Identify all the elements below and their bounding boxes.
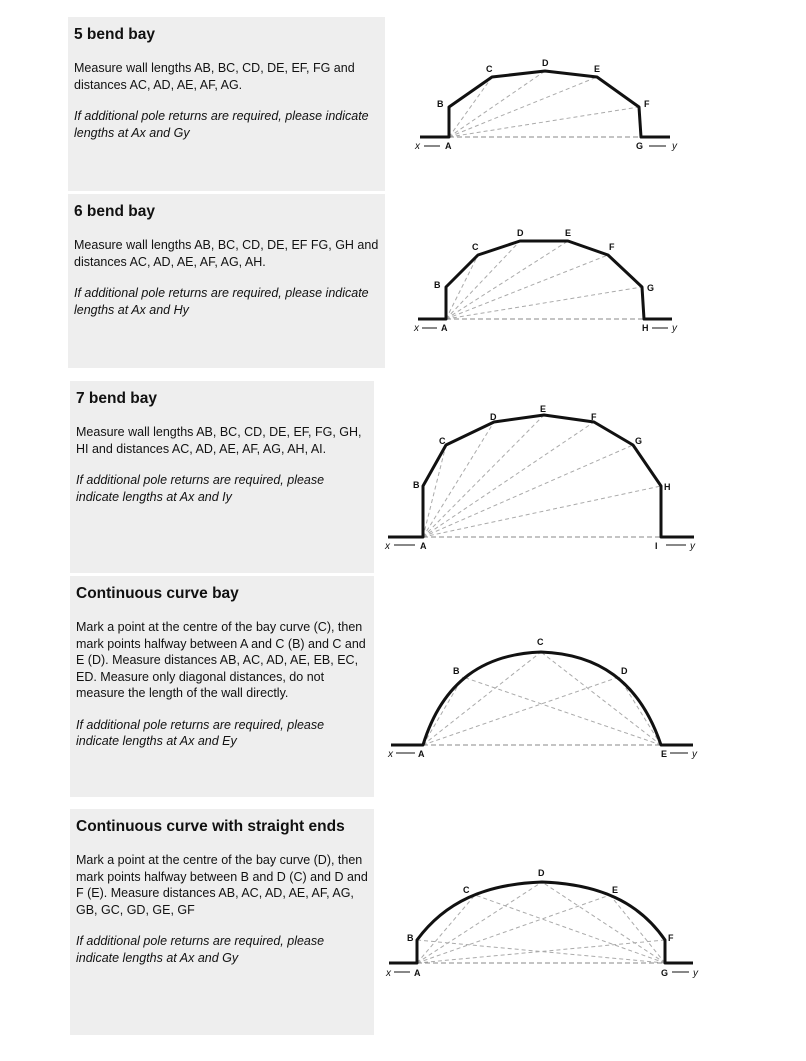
section-5-bend-bay [68, 17, 385, 191]
label-B: B [407, 933, 414, 943]
section-description: Measure wall lengths AB, BC, CD, DE, EF, FG, GH, HI and distances AC, AD, AE, AF, AG, AH, AI. [76, 425, 362, 456]
label-F: F [609, 242, 615, 252]
label-C: C [439, 436, 446, 446]
diagonal-lines [446, 241, 644, 319]
label-G: G [635, 436, 643, 446]
label-B: B [434, 280, 441, 290]
label-B: B [453, 666, 460, 676]
diagram-continuous-curve-bay [385, 630, 705, 765]
label-A: A [445, 141, 452, 151]
label-E: E [594, 64, 601, 74]
label-C: C [486, 64, 493, 74]
label-G: G [661, 968, 669, 978]
label-x: x [414, 323, 419, 334]
section-description: Mark a point at the centre of the bay curve (D), then mark points halfway between B and D (C) and D and F (E). Measure distances AB, AC, AD, AE, AF, AG, GB, GC, GD, GE, GF [76, 853, 368, 917]
label-A: A [418, 749, 425, 759]
section-description: Measure wall lengths AB, BC, CD, DE, EF, FG and distances AC, AD, AE, AF, AG. [74, 61, 355, 92]
label-y: y [672, 323, 677, 334]
label-D: D [621, 666, 628, 676]
label-x: x [415, 141, 420, 152]
label-A: A [414, 968, 421, 978]
section-curve-straight-ends [70, 809, 374, 1035]
label-y: y [692, 749, 697, 760]
label-H: H [664, 482, 671, 492]
diagram-curve-straight-ends [385, 862, 705, 987]
label-y: y [690, 541, 695, 552]
section-description: Mark a point at the centre of the bay curve (C), then mark points halfway between A and C (B) and C and E (D). Measure distances AB, AC, AD, AE, EB, EC, ED. Measure only diagonal distances, do not measure the length of the wall directly. [76, 620, 366, 700]
diagram-7-bend-bay [382, 398, 702, 553]
label-D: D [517, 228, 524, 238]
section-continuous-curve-bay [70, 576, 374, 797]
bay-wall [391, 652, 693, 745]
section-note: If additional pole returns are required, please indicate lengths at Ax and Iy [76, 473, 325, 504]
label-y: y [672, 141, 677, 152]
label-D: D [542, 58, 549, 68]
label-C: C [537, 637, 544, 647]
diagonal-lines [417, 882, 665, 963]
bay-wall [420, 71, 670, 137]
section-title: 5 bend bay [74, 26, 155, 43]
label-H: H [642, 323, 649, 333]
label-F: F [591, 412, 597, 422]
label-I: I [655, 541, 658, 551]
label-F: F [644, 99, 650, 109]
label-E: E [661, 749, 668, 759]
label-G: G [647, 283, 655, 293]
label-C: C [472, 242, 479, 252]
label-B: B [413, 480, 420, 490]
label-x: x [385, 541, 390, 552]
diagram-6-bend-bay [410, 225, 690, 337]
label-F: F [668, 933, 674, 943]
section-title: 6 bend bay [74, 203, 155, 220]
label-x: x [388, 749, 393, 760]
label-D: D [490, 412, 497, 422]
section-7-bend-bay [70, 381, 374, 573]
label-A: A [441, 323, 448, 333]
diagram-5-bend-bay [410, 50, 690, 160]
label-y: y [693, 968, 698, 979]
section-note: If additional pole returns are required, please indicate lengths at Ax and Ey [76, 717, 325, 748]
label-B: B [437, 99, 444, 109]
label-E: E [540, 404, 547, 414]
label-E: E [612, 885, 619, 895]
section-title: Continuous curve bay [76, 585, 239, 602]
section-note: If additional pole returns are required, please indicate lengths at Ax and Gy [76, 934, 325, 965]
section-note: If additional pole returns are required, please indicate lengths at Ax and Gy [74, 109, 369, 140]
diagonal-lines [423, 415, 661, 537]
label-C: C [463, 885, 470, 895]
section-description: Measure wall lengths AB, BC, CD, DE, EF FG, GH and distances AC, AD, AE, AF, AG, AH. [74, 238, 379, 269]
section-title: 7 bend bay [76, 390, 157, 407]
label-E: E [565, 228, 572, 238]
section-title: Continuous curve with straight ends [76, 818, 345, 835]
section-note: If additional pole returns are required, please indicate lengths at Ax and Hy [74, 286, 369, 317]
section-6-bend-bay [68, 194, 385, 368]
diagonal-lines [449, 71, 641, 137]
label-G: G [636, 141, 644, 151]
label-A: A [420, 541, 427, 551]
label-x: x [386, 968, 391, 979]
label-D: D [538, 868, 545, 878]
